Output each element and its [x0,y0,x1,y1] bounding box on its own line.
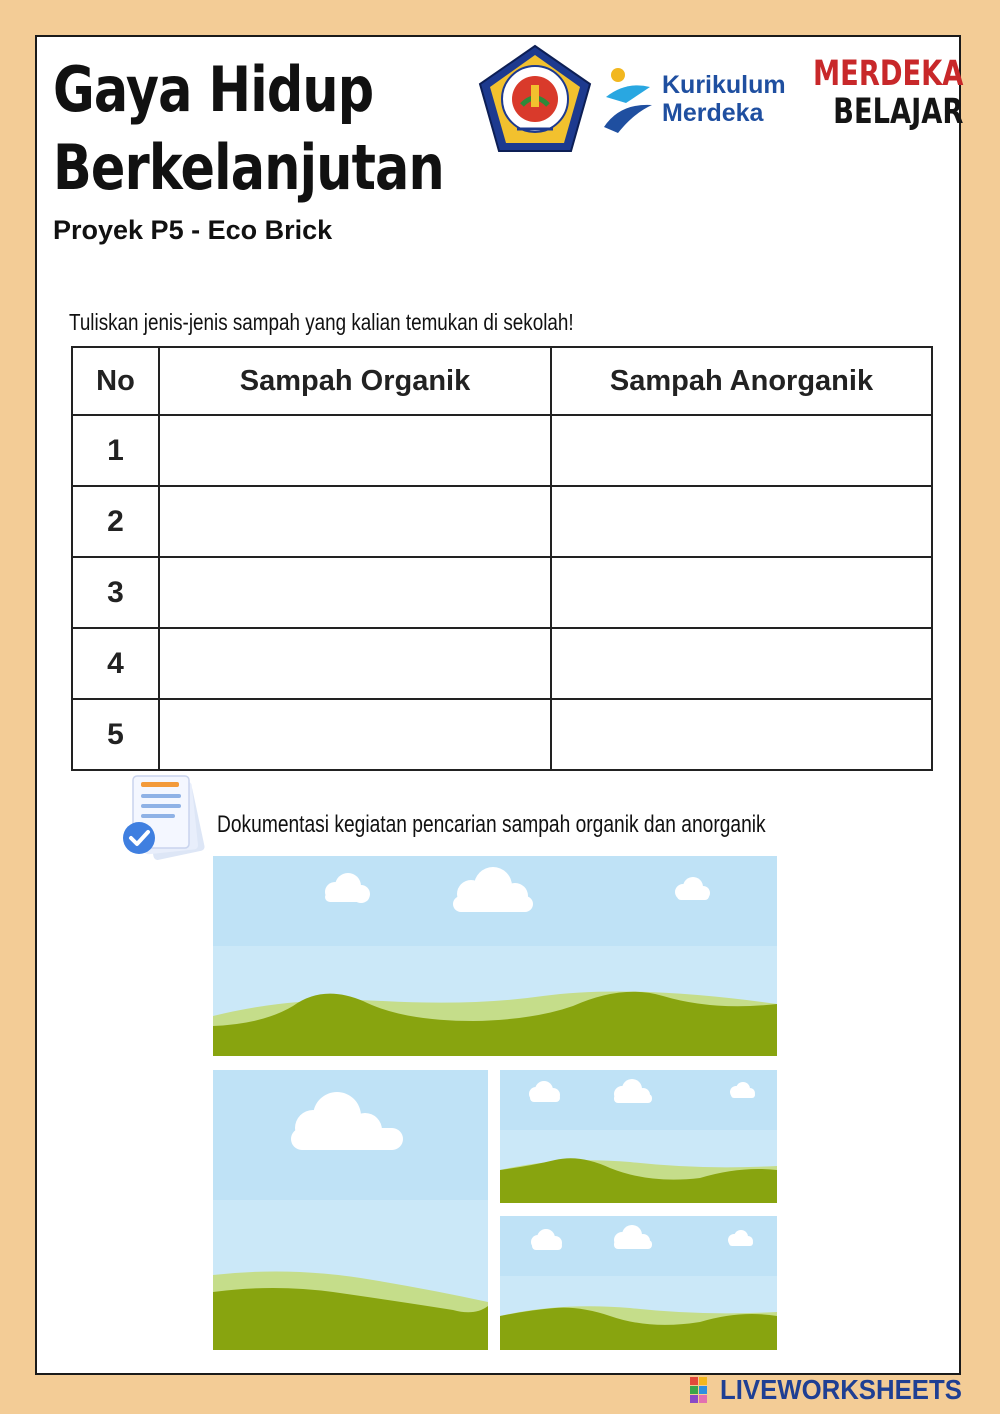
organik-cell[interactable] [159,557,551,628]
watermark-text: LIVEWORKSHEETS [720,1374,962,1405]
row-number: 4 [72,628,159,699]
table-instruction: Tuliskan jenis-jenis sampah yang kalian temukan di sekolah! [69,309,574,335]
header-no: No [72,347,159,415]
organik-cell[interactable] [159,699,551,770]
kurikulum-mark-icon [600,65,658,137]
waste-table [71,346,933,771]
organik-cell[interactable] [159,628,551,699]
kurikulum-line-2: Merdeka [662,99,764,127]
row-number: 3 [72,557,159,628]
table-header-row [72,347,932,415]
header-anorganik: Sampah Anorganik [551,347,932,415]
page-title [53,51,444,207]
belajar-word: BELAJAR [833,92,964,132]
liveworksheets-watermark [690,1374,983,1406]
table-row [72,415,932,486]
school-seal-logo [475,41,595,161]
photo-placeholder[interactable] [500,1216,777,1350]
merdeka-belajar-logo [813,55,963,131]
table-row [72,699,932,770]
table-row [72,628,932,699]
liveworksheets-logo-icon [690,1377,716,1403]
table-row [72,557,932,628]
anorganik-cell[interactable] [551,699,932,770]
title-line-1: Gaya Hidup [53,53,374,126]
kurikulum-line-1: Kurikulum [662,71,786,99]
row-number: 2 [72,486,159,557]
photo-placeholder[interactable] [213,1070,488,1350]
anorganik-cell[interactable] [551,557,932,628]
title-line-2: Berkelanjutan [53,131,444,204]
organik-cell[interactable] [159,415,551,486]
kurikulum-merdeka-logo [600,61,810,141]
documentation-caption: Dokumentasi kegiatan pencarian sampah organik dan anorganik [217,811,766,838]
photo-placeholder[interactable] [500,1070,777,1203]
organik-cell[interactable] [159,486,551,557]
anorganik-cell[interactable] [551,486,932,557]
page-subtitle: Proyek P5 - Eco Brick [53,215,333,245]
row-number: 5 [72,699,159,770]
table-row [72,486,932,557]
anorganik-cell[interactable] [551,628,932,699]
merdeka-word: MERDEKA [813,54,964,94]
row-number: 1 [72,415,159,486]
photo-placeholder[interactable] [213,856,777,1056]
document-check-icon [117,772,209,877]
header-organik: Sampah Organik [159,347,551,415]
worksheet-page [35,35,964,1375]
anorganik-cell[interactable] [551,415,932,486]
